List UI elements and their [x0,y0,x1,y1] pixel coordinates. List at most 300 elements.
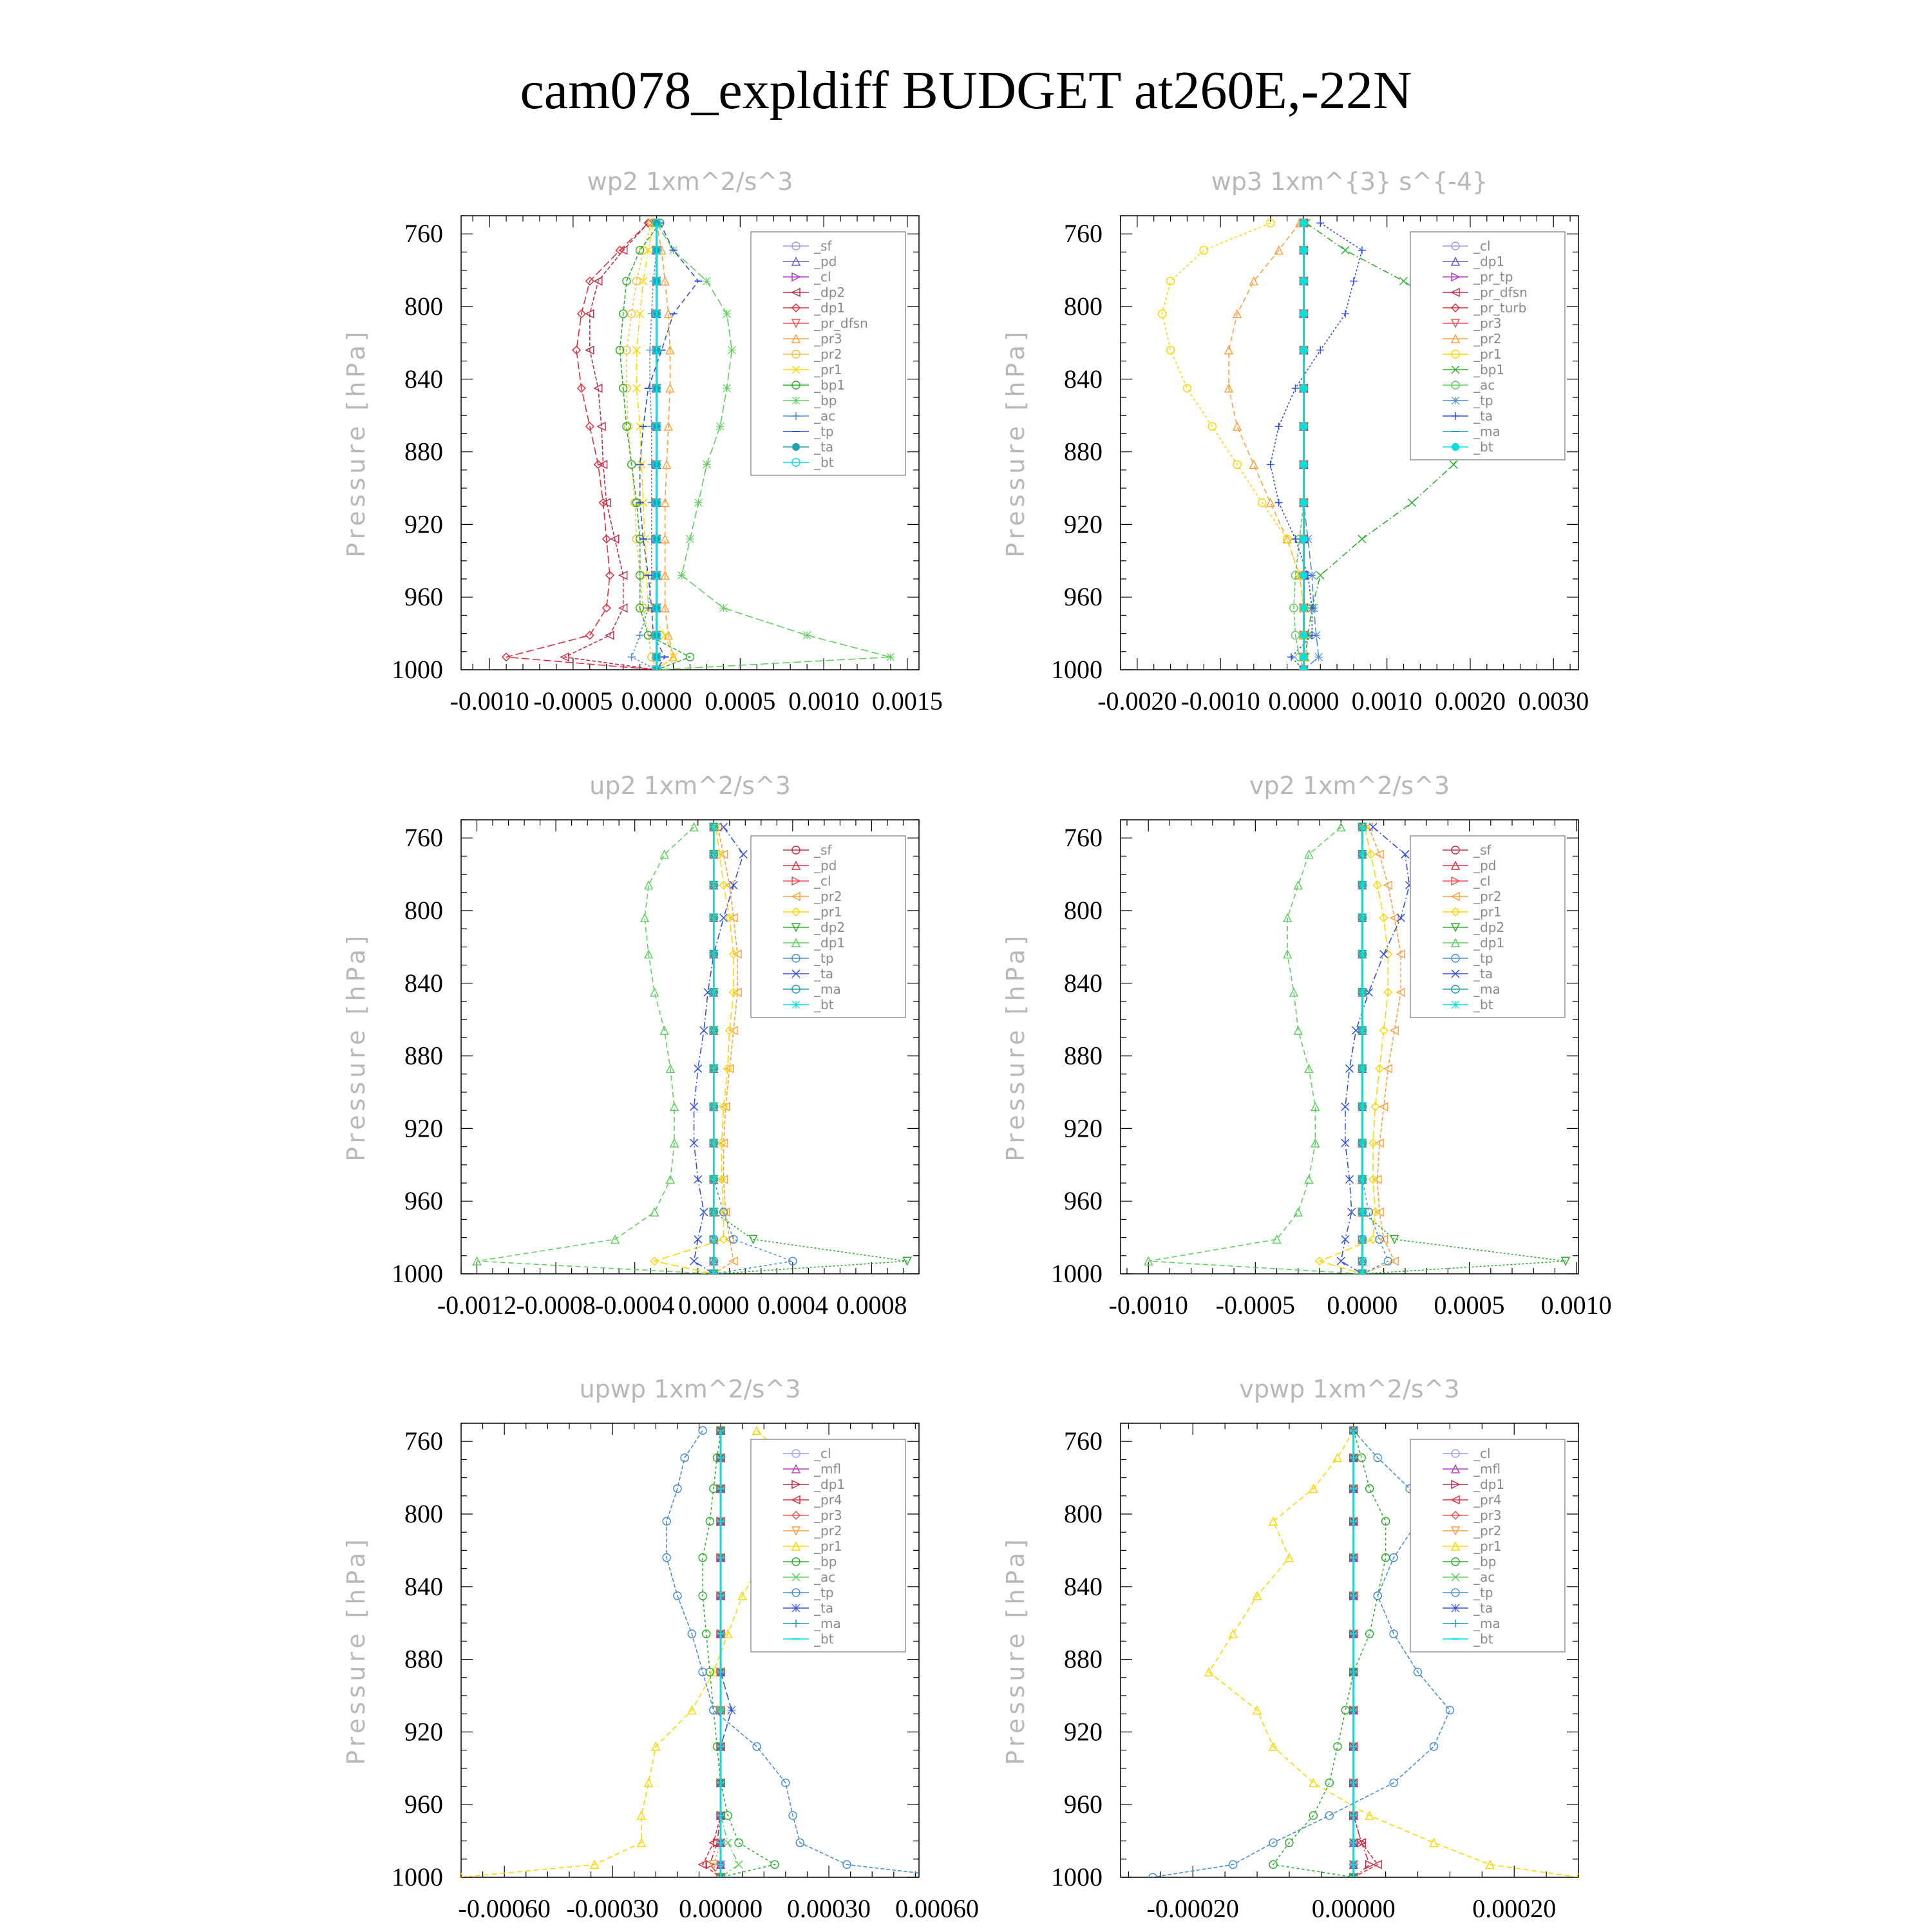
series-line [620,223,690,670]
data-point [1316,571,1324,579]
y-tick-label: 840 [1064,968,1103,998]
data-point [1358,247,1366,254]
y-tick-label: 840 [404,1571,443,1601]
series-line [657,223,674,670]
x-tick-label: 0.0000 [621,687,692,715]
data-point [687,535,694,543]
data-point [1300,499,1307,507]
data-point [792,1604,800,1612]
y-tick-label: 800 [404,896,443,925]
y-tick-label: 800 [404,292,443,321]
data-point [1233,422,1241,430]
data-point [1300,666,1307,674]
data-point [1450,460,1457,468]
legend-label: _bp [814,1554,837,1569]
legend-label: _mfl [1473,1461,1501,1477]
series-line [1273,1430,1386,1877]
data-point [1358,1454,1365,1462]
legend-label: _pd [814,254,837,269]
legend-label: _pr1 [1473,1539,1502,1554]
y-tick-label: 840 [404,364,443,393]
y-tick-label: 760 [404,1426,443,1456]
series-ta [690,823,748,1278]
legend-label: _pr3 [1473,1508,1502,1523]
x-tick-label: 0.0008 [836,1291,907,1320]
legend-label: _dp1 [1473,254,1505,269]
legend [751,232,905,475]
data-point [710,1103,717,1111]
legend-label: _dp2 [814,920,846,935]
data-point [1358,1065,1366,1072]
x-tick-label: -0.0010 [1180,687,1260,715]
data-point [1300,219,1307,227]
data-point [710,914,717,922]
data-point [699,1426,706,1434]
panel-title: wp3 1xm^{3} s^{-4} [1211,167,1488,196]
data-point [1358,823,1366,831]
data-point [628,653,636,661]
legend-label: _pr_turb [1473,300,1527,316]
legend-label: _tp [814,951,834,966]
legend-label: _pr2 [814,1523,842,1539]
y-axis-label: Pressure [hPa] [1001,1535,1030,1765]
y-tick-label: 960 [404,582,443,612]
data-point [710,1139,717,1147]
legend-label: _cl [814,269,831,285]
legend [751,1439,905,1652]
x-tick-label: 0.0015 [871,687,943,715]
legend-label: _pr4 [1473,1492,1502,1508]
legend-label: _tp [814,424,834,439]
series-bt [1358,823,1366,1278]
data-point [1291,535,1299,543]
data-point [1358,882,1366,889]
legend-label: _pr_tp [1473,269,1513,285]
data-point [710,851,717,858]
y-tick-label: 800 [1064,1499,1103,1528]
data-point [723,310,731,317]
legend-label: _pr2 [814,346,842,362]
series-line [721,1430,732,1877]
y-tick-label: 800 [1064,292,1103,321]
legend-label: _bt [1473,1631,1493,1647]
legend-label: _pr2 [1473,889,1502,904]
y-tick-label: 800 [1064,896,1103,925]
series-line [1362,827,1388,1274]
legend-label: _pr1 [814,904,842,920]
data-point [735,1839,743,1846]
data-point [720,823,728,831]
data-point [887,653,895,661]
data-point [1300,384,1307,392]
data-point [792,397,800,404]
data-point [1250,460,1258,468]
y-axis-label: Pressure [hPa] [342,932,370,1162]
x-tick-label: -0.0012 [437,1291,517,1320]
x-tick-label: 0.0010 [1351,687,1423,715]
data-point [703,278,710,285]
data-point [694,499,702,507]
legend-label: _ta [814,1600,834,1616]
data-point [710,1027,717,1034]
data-point [1300,247,1307,254]
data-point [1452,1604,1459,1612]
y-tick-label: 920 [404,1113,443,1143]
legend-label: _ac [1473,377,1495,393]
y-tick-label: 880 [404,1644,443,1674]
data-point [1358,1139,1366,1147]
x-tick-label: 0.00060 [895,1894,979,1923]
y-tick-label: 960 [1064,1790,1103,1819]
series-bp [1269,1426,1390,1881]
y-tick-label: 920 [404,509,443,539]
data-point [735,1861,743,1868]
legend-label: _dp1 [1473,935,1505,951]
legend-label: _cl [814,1446,831,1461]
legend [1410,232,1565,460]
data-point [710,1257,717,1265]
x-tick-label: -0.0020 [1097,687,1177,715]
series-pr2 [1225,219,1307,674]
series-line [654,827,734,1274]
legend-label: _pd [814,858,837,873]
legend-label: _ta [1473,966,1493,981]
data-point [1167,278,1175,285]
page-title: cam078_expldiff BUDGET at260E,-22N [520,61,1412,120]
data-point [1358,1103,1366,1111]
x-tick-label: 0.0020 [1434,687,1506,715]
legend-label: _pr_dfsn [814,316,868,331]
legend-label: _dp1 [814,935,846,951]
data-point [1446,1707,1454,1714]
series-line [637,223,674,670]
x-tick-label: 0.0000 [1268,687,1340,715]
data-point [703,460,710,468]
x-tick-label: -0.0010 [1108,1291,1188,1320]
legend-label: _bt [814,455,834,470]
legend-label: _cl [1473,1446,1491,1461]
data-point [1337,1257,1345,1265]
series-line [1320,827,1388,1274]
data-point [1316,346,1324,354]
series-line [477,827,714,1274]
y-tick-label: 960 [1064,582,1103,612]
y-axis-label: Pressure [hPa] [342,1535,370,1765]
data-point [728,1707,735,1714]
data-point [716,422,724,430]
data-point [1430,1839,1437,1846]
panel-title: vpwp 1xm^2/s^3 [1239,1375,1460,1403]
data-point [700,1208,708,1216]
data-point [1452,397,1459,404]
x-tick-label: 0.0004 [757,1291,828,1320]
legend-label: _pr3 [1473,316,1502,331]
data-point [1358,851,1366,858]
y-tick-label: 760 [1064,1426,1103,1456]
legend-label: _bt [814,997,834,1012]
data-point [1300,631,1307,639]
y-axis-label: Pressure [hPa] [1001,328,1030,558]
y-axis-label: Pressure [hPa] [1001,932,1030,1162]
legend-label: _ma [1473,981,1501,997]
data-point [710,989,717,996]
y-tick-label: 760 [404,823,443,853]
data-point [1275,422,1283,430]
series-line [1148,827,1362,1274]
data-point [719,604,727,612]
data-point [1200,247,1208,254]
x-tick-label: 0.0010 [788,687,860,715]
data-point [1167,346,1175,354]
legend-label: _pr1 [814,1539,842,1554]
legend-label: _ma [1473,1616,1501,1631]
x-tick-label: 0.00000 [1311,1894,1396,1923]
legend-label: _pr2 [1473,1523,1502,1539]
series-line [1162,223,1304,670]
data-point [710,1208,717,1216]
data-point [1300,278,1307,285]
legend-label: _ta [814,439,834,455]
legend-label: _bt [814,1631,834,1647]
y-axis-label: Pressure [hPa] [342,328,370,558]
series-bt [717,1430,724,1877]
data-point [710,1235,717,1243]
y-tick-label: 880 [1064,1644,1103,1674]
legend-label: _pr2 [814,889,842,904]
y-tick-label: 920 [1064,509,1103,539]
series-pr1 [650,823,737,1278]
y-tick-label: 800 [404,1499,443,1528]
data-point [1341,1707,1349,1714]
data-point [1300,346,1307,354]
data-point [1341,247,1349,254]
series-line [721,1430,739,1877]
data-point [1358,1235,1366,1243]
x-tick-label: 0.0000 [1327,1291,1398,1320]
series-line [694,827,744,1274]
data-point [1300,422,1307,430]
y-tick-label: 960 [404,1790,443,1819]
data-point [1366,1485,1374,1493]
data-point [1316,219,1324,227]
x-tick-label: -0.0010 [450,687,529,715]
x-tick-label: -0.00030 [566,1894,659,1923]
data-point [1380,951,1388,958]
data-point [1334,1743,1341,1750]
chart-panel [1001,1375,1582,1923]
data-point [1267,499,1274,507]
legend-label: _ta [814,966,834,981]
data-point [1287,653,1295,661]
legend-label: _tp [1473,393,1493,408]
data-point [1308,631,1316,639]
data-point [710,1175,717,1183]
data-point [690,1257,698,1265]
data-point [1346,1065,1354,1072]
data-point [710,1270,717,1278]
y-tick-label: 760 [1064,823,1103,853]
legend-label: _ta [1473,1600,1493,1616]
legend-label: _pr4 [814,1492,842,1508]
legend-label: _dp1 [814,300,846,316]
chart-panel [342,1375,979,1923]
y-tick-label: 960 [1064,1186,1103,1216]
x-tick-label: -0.00060 [458,1894,551,1923]
data-point [1315,653,1323,661]
series-line [627,223,657,670]
legend [1410,836,1565,1018]
legend-label: _mfl [814,1461,842,1477]
data-point [1358,1208,1366,1216]
data-point [1350,278,1358,285]
data-point [1358,914,1366,922]
series-dp1 [473,823,718,1278]
x-tick-label: 0.00030 [787,1894,871,1923]
data-point [792,443,800,451]
y-tick-label: 840 [404,968,443,998]
data-point [728,346,735,354]
y-tick-label: 1000 [1051,1862,1103,1891]
legend-label: _pr1 [814,362,842,377]
series-line [1229,223,1303,670]
data-point [1275,499,1283,507]
legend-label: _tp [1473,951,1493,966]
panel-title: wp2 1xm^2/s^3 [587,167,793,196]
data-point [710,951,717,958]
data-point [650,1208,658,1216]
x-tick-label: -0.0008 [516,1291,596,1320]
data-point [1452,443,1459,451]
legend-label: _ac [814,408,836,424]
legend-label: _cl [1473,238,1491,254]
chart-panel [342,167,943,715]
series-line [1354,1430,1378,1877]
data-point [1358,951,1366,958]
series-line [1294,223,1304,670]
data-point [1300,460,1307,468]
legend-label: _bp1 [1473,362,1505,377]
data-point [739,851,747,858]
legend-label: _sf [814,842,832,858]
legend-label: _dp1 [814,1477,846,1492]
x-tick-label: -0.0004 [595,1291,675,1320]
y-tick-label: 960 [404,1186,443,1216]
series-bt [710,823,717,1278]
data-point [1452,1001,1459,1009]
legend-label: _bp1 [814,377,846,393]
series-line [1153,1430,1450,1877]
data-point [1294,882,1302,889]
panel-title: vp2 1xm^2/s^3 [1249,772,1450,800]
legend-label: _pr3 [814,1508,842,1523]
legend-label: _sf [1473,842,1492,858]
legend-label: _tp [1473,1585,1493,1600]
y-tick-label: 1000 [392,655,443,684]
legend-label: _dp2 [814,285,846,300]
x-tick-label: -0.00020 [1146,1894,1239,1923]
series-tp [636,223,703,670]
legend [1410,1439,1565,1652]
legend-label: _bp [814,393,837,408]
data-point [1358,535,1366,543]
legend-label: _ma [1473,424,1501,439]
data-point [723,384,731,392]
legend-label: _pr1 [1473,346,1502,362]
series-bt [1350,1430,1358,1877]
series-tp [1149,1426,1454,1881]
legend-label: _dp1 [1473,1477,1505,1492]
data-point [710,823,717,831]
legend-label: _pr3 [814,331,842,346]
y-tick-label: 920 [1064,1717,1103,1747]
series-line [461,1430,800,1877]
series-bt [653,219,661,674]
legend-label: _pd [1473,858,1497,873]
x-tick-label: 0.0010 [1540,1291,1612,1320]
y-tick-label: 1000 [1051,1259,1103,1288]
data-point [1300,535,1307,543]
chart-panel [342,772,919,1320]
legend-label: _ta [1473,408,1493,424]
series-line [506,223,657,670]
data-point [670,653,677,661]
data-point [792,1001,800,1009]
data-point [1300,310,1307,317]
y-tick-label: 920 [1064,1113,1103,1143]
data-point [1358,1175,1366,1183]
legend-label: _cl [1473,873,1491,889]
data-point [1325,1779,1333,1786]
y-tick-label: 880 [404,1041,443,1070]
series-dp1 [1144,823,1366,1278]
data-point [1341,1103,1349,1111]
legend-label: _bt [1473,997,1493,1012]
x-tick-label: 0.00020 [1472,1894,1557,1923]
data-point [1300,604,1307,612]
legend-label: _bt [1473,439,1493,455]
series-bt [1300,219,1307,674]
legend-label: _ma [814,981,841,997]
x-tick-label: 0.0030 [1518,687,1589,715]
series-line [703,1430,721,1877]
y-tick-label: 840 [1064,364,1103,393]
data-point [1291,384,1299,392]
series-pr1 [1159,219,1308,674]
y-tick-label: 880 [1064,437,1103,466]
legend-label: _pr1 [1473,904,1502,920]
y-tick-label: 760 [404,219,443,249]
data-point [1300,653,1307,661]
data-point [645,1779,652,1786]
y-tick-label: 840 [1064,1571,1103,1601]
x-tick-label: 0.0000 [678,1291,750,1320]
y-tick-label: 1000 [392,1862,443,1891]
data-point [1183,384,1191,392]
series-line [710,1430,721,1877]
data-point [678,571,686,579]
data-point [1341,310,1349,317]
legend-label: _sf [814,238,832,254]
y-tick-label: 1000 [392,1259,443,1288]
series-line [1271,223,1362,670]
y-tick-label: 880 [404,437,443,466]
data-point [1300,571,1307,579]
legend-label: _bp [1473,1554,1497,1569]
x-tick-label: 0.0005 [705,687,776,715]
data-point [1430,1743,1437,1750]
legend-label: _pr2 [1473,331,1502,346]
data-point [1225,346,1233,354]
